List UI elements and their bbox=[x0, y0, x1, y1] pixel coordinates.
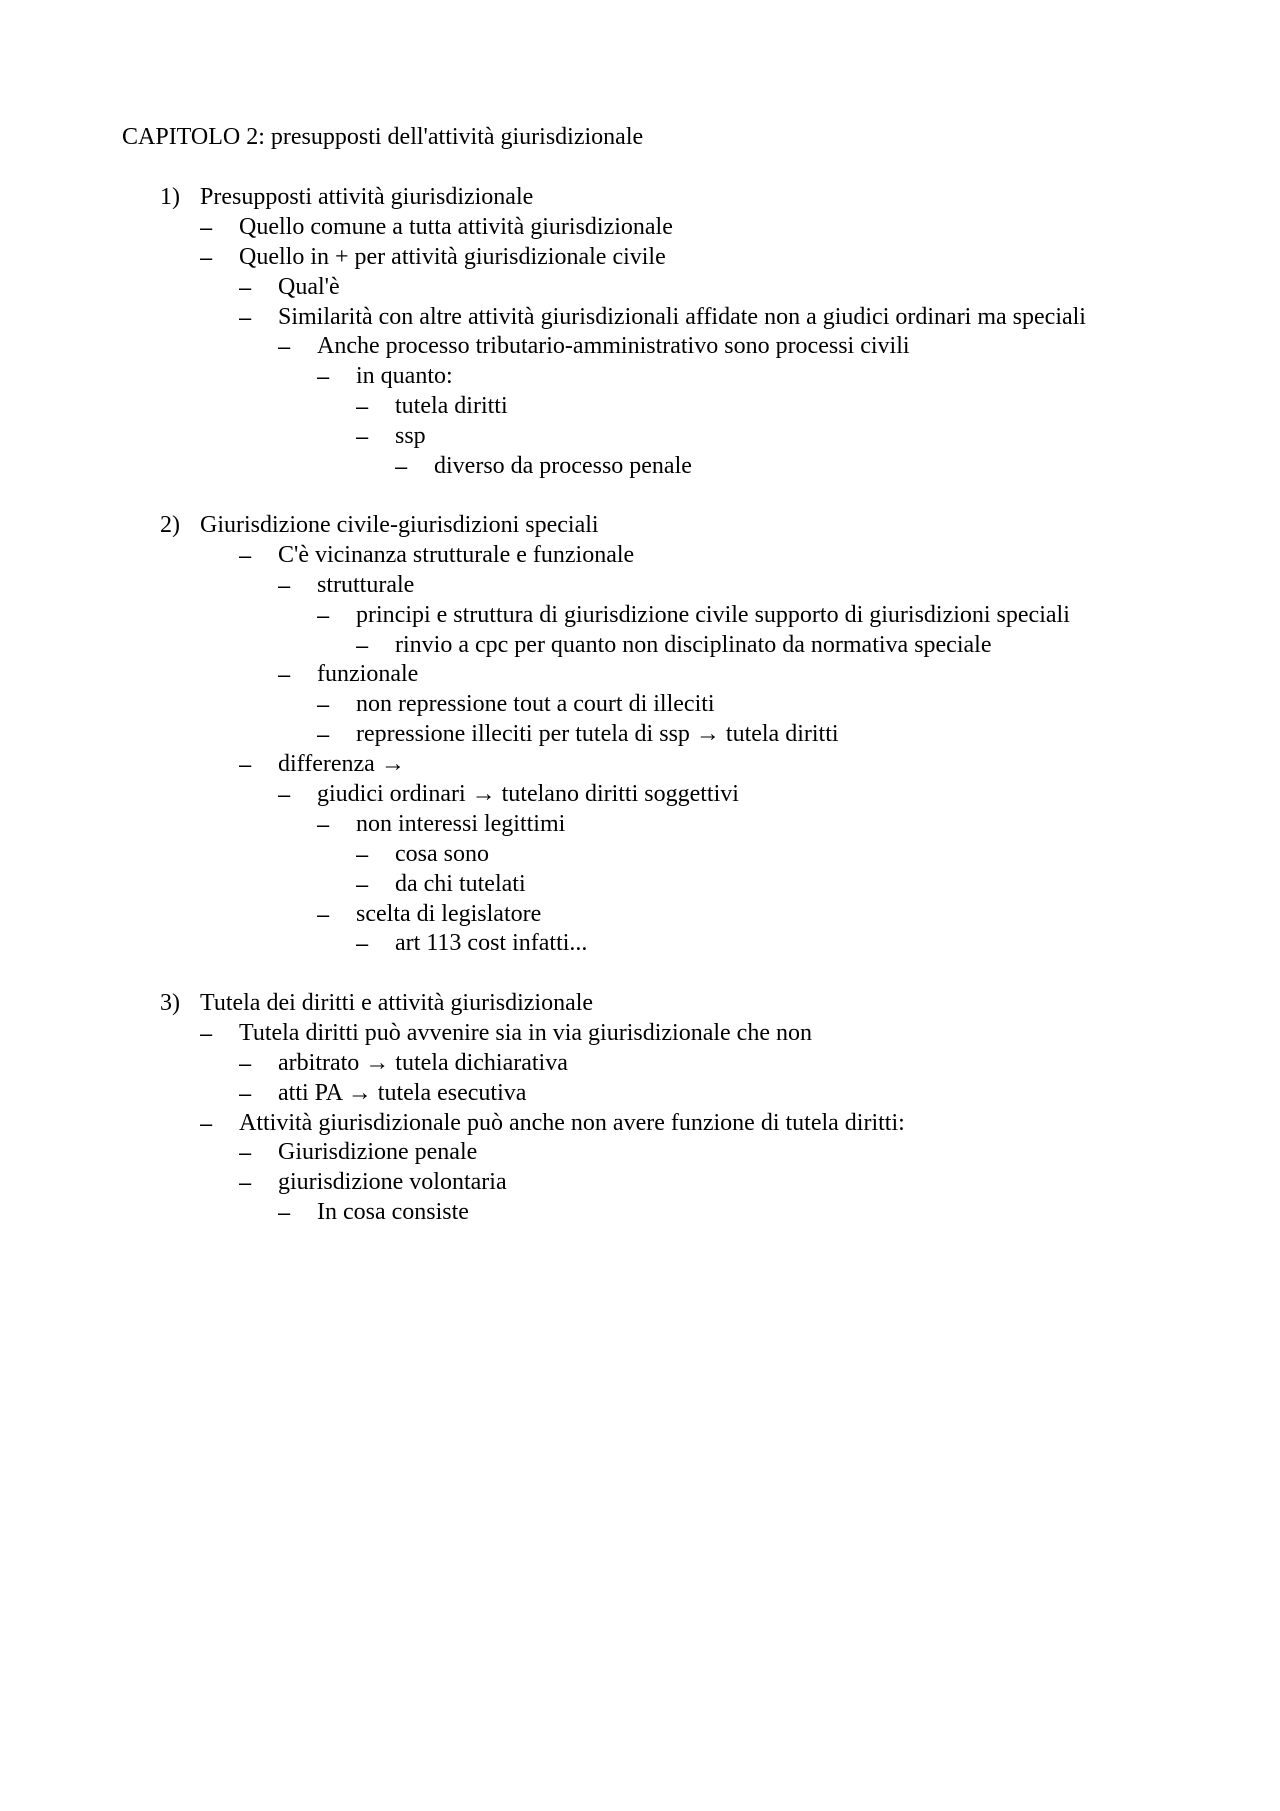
list-item bbox=[0, 900, 1280, 930]
section-heading-text: Presupposti attività giurisdizionale bbox=[200, 184, 534, 210]
list-item bbox=[0, 571, 1280, 601]
section-number: 3) bbox=[160, 990, 180, 1016]
dash-bullet-icon: – bbox=[356, 424, 369, 450]
dash-bullet-icon: – bbox=[200, 214, 213, 240]
dash-bullet-icon: – bbox=[356, 841, 369, 867]
list-item-text: Qual'è bbox=[278, 273, 340, 300]
list-item-text: giurisdizione volontaria bbox=[278, 1169, 507, 1196]
dash-bullet-icon: – bbox=[356, 931, 369, 957]
list-item-text: art 113 cost infatti... bbox=[395, 930, 588, 957]
section-3 bbox=[0, 989, 1280, 1228]
list-item-text: differenza → bbox=[278, 751, 405, 778]
dash-bullet-icon: – bbox=[239, 1140, 252, 1166]
list-item bbox=[0, 840, 1280, 870]
dash-bullet-icon: – bbox=[317, 602, 330, 628]
dash-bullet-icon: – bbox=[317, 692, 330, 718]
list-item bbox=[0, 422, 1280, 452]
dash-bullet-icon: – bbox=[278, 782, 291, 808]
list-item bbox=[0, 452, 1280, 482]
dash-bullet-icon: – bbox=[317, 722, 330, 748]
list-item-text: C'è vicinanza strutturale e funzionale bbox=[278, 541, 635, 568]
section-2 bbox=[0, 511, 1280, 959]
dash-bullet-icon: – bbox=[239, 274, 252, 300]
list-item-text: strutturale bbox=[317, 571, 415, 598]
section-1 bbox=[0, 183, 1280, 482]
dash-bullet-icon: – bbox=[278, 1200, 291, 1226]
list-item bbox=[0, 243, 1280, 273]
list-item bbox=[0, 273, 1280, 303]
dash-bullet-icon: – bbox=[317, 901, 330, 927]
dash-bullet-icon: – bbox=[200, 1110, 213, 1136]
list-item-text: giudici ordinari → tutelano diritti soggettivi bbox=[317, 781, 739, 808]
dash-bullet-icon: – bbox=[239, 1080, 252, 1106]
dash-bullet-icon: – bbox=[317, 811, 330, 837]
list-item-text: Similarità con altre attività giurisdizionali affidate non a giudici ordinari ma speciali bbox=[278, 303, 1086, 330]
dash-bullet-icon: – bbox=[356, 871, 369, 897]
list-item-text: Quello comune a tutta attività giurisdizionale bbox=[239, 213, 673, 240]
list-item-text: diverso da processo penale bbox=[434, 453, 692, 480]
list-item-text: cosa sono bbox=[395, 840, 489, 867]
list-item-text: arbitrato → tutela dichiarativa bbox=[278, 1049, 568, 1076]
list-item bbox=[0, 631, 1280, 661]
section-heading bbox=[0, 183, 1280, 213]
list-item-text: non repressione tout a court di illeciti bbox=[356, 691, 715, 718]
dash-bullet-icon: – bbox=[239, 1170, 252, 1196]
list-item bbox=[0, 541, 1280, 571]
list-item-text: atti PA → tutela esecutiva bbox=[278, 1079, 527, 1106]
list-item bbox=[0, 720, 1280, 750]
list-item bbox=[0, 870, 1280, 900]
list-item-text: scelta di legislatore bbox=[356, 900, 542, 927]
list-item bbox=[0, 690, 1280, 720]
list-item-text: In cosa consiste bbox=[317, 1199, 469, 1226]
chapter-title: CAPITOLO 2: presupposti dell'attività giurisdizionale bbox=[122, 124, 644, 150]
dash-bullet-icon: – bbox=[317, 364, 330, 390]
list-item-text: da chi tutelati bbox=[395, 870, 526, 897]
list-item bbox=[0, 601, 1280, 631]
dash-bullet-icon: – bbox=[239, 752, 252, 778]
section-number: 2) bbox=[160, 512, 180, 538]
list-item-text: ssp bbox=[395, 423, 426, 450]
list-item-text: Giurisdizione penale bbox=[278, 1139, 478, 1166]
list-item bbox=[0, 332, 1280, 362]
list-item bbox=[0, 780, 1280, 810]
list-item bbox=[0, 1198, 1280, 1228]
section-heading bbox=[0, 511, 1280, 541]
list-item bbox=[0, 1168, 1280, 1198]
list-item bbox=[0, 810, 1280, 840]
dash-bullet-icon: – bbox=[239, 1050, 252, 1076]
dash-bullet-icon: – bbox=[395, 454, 408, 480]
dash-bullet-icon: – bbox=[239, 304, 252, 330]
section-heading-text: Giurisdizione civile-giurisdizioni speciali bbox=[200, 512, 599, 538]
dash-bullet-icon: – bbox=[200, 1020, 213, 1046]
dash-bullet-icon: – bbox=[356, 632, 369, 658]
list-item bbox=[0, 392, 1280, 422]
list-item bbox=[0, 1079, 1280, 1109]
list-item bbox=[0, 1138, 1280, 1168]
list-item bbox=[0, 1109, 1280, 1139]
dash-bullet-icon: – bbox=[356, 394, 369, 420]
list-item-text: Quello in + per attività giurisdizionale civile bbox=[239, 243, 666, 270]
dash-bullet-icon: – bbox=[278, 334, 291, 360]
list-item bbox=[0, 660, 1280, 690]
list-item bbox=[0, 1049, 1280, 1079]
list-item-text: funzionale bbox=[317, 661, 419, 688]
dash-bullet-icon: – bbox=[278, 662, 291, 688]
list-item-text: Anche processo tributario-amministrativo sono processi civili bbox=[317, 333, 910, 360]
dash-bullet-icon: – bbox=[278, 572, 291, 598]
list-item-text: principi e struttura di giurisdizione civile supporto di giurisdizioni speciali bbox=[356, 601, 1070, 628]
list-item bbox=[0, 303, 1280, 333]
list-item bbox=[0, 929, 1280, 959]
section-heading-text: Tutela dei diritti e attività giurisdizionale bbox=[200, 990, 594, 1016]
dash-bullet-icon: – bbox=[239, 542, 252, 568]
list-item bbox=[0, 750, 1280, 780]
list-item bbox=[0, 1019, 1280, 1049]
list-item-text: tutela diritti bbox=[395, 393, 508, 420]
list-item-text: repressione illeciti per tutela di ssp → tutela diritti bbox=[356, 721, 839, 748]
section-number: 1) bbox=[160, 184, 180, 210]
list-item bbox=[0, 213, 1280, 243]
list-item-text: rinvio a cpc per quanto non disciplinato da normativa speciale bbox=[395, 631, 992, 658]
list-item-text: Attività giurisdizionale può anche non avere funzione di tutela diritti: bbox=[239, 1109, 905, 1136]
list-item-text: in quanto: bbox=[356, 363, 453, 390]
list-item-text: Tutela diritti può avvenire sia in via giurisdizionale che non bbox=[239, 1019, 812, 1046]
dash-bullet-icon: – bbox=[200, 244, 213, 270]
list-item-text: non interessi legittimi bbox=[356, 810, 566, 837]
list-item bbox=[0, 362, 1280, 392]
section-heading bbox=[0, 989, 1280, 1019]
